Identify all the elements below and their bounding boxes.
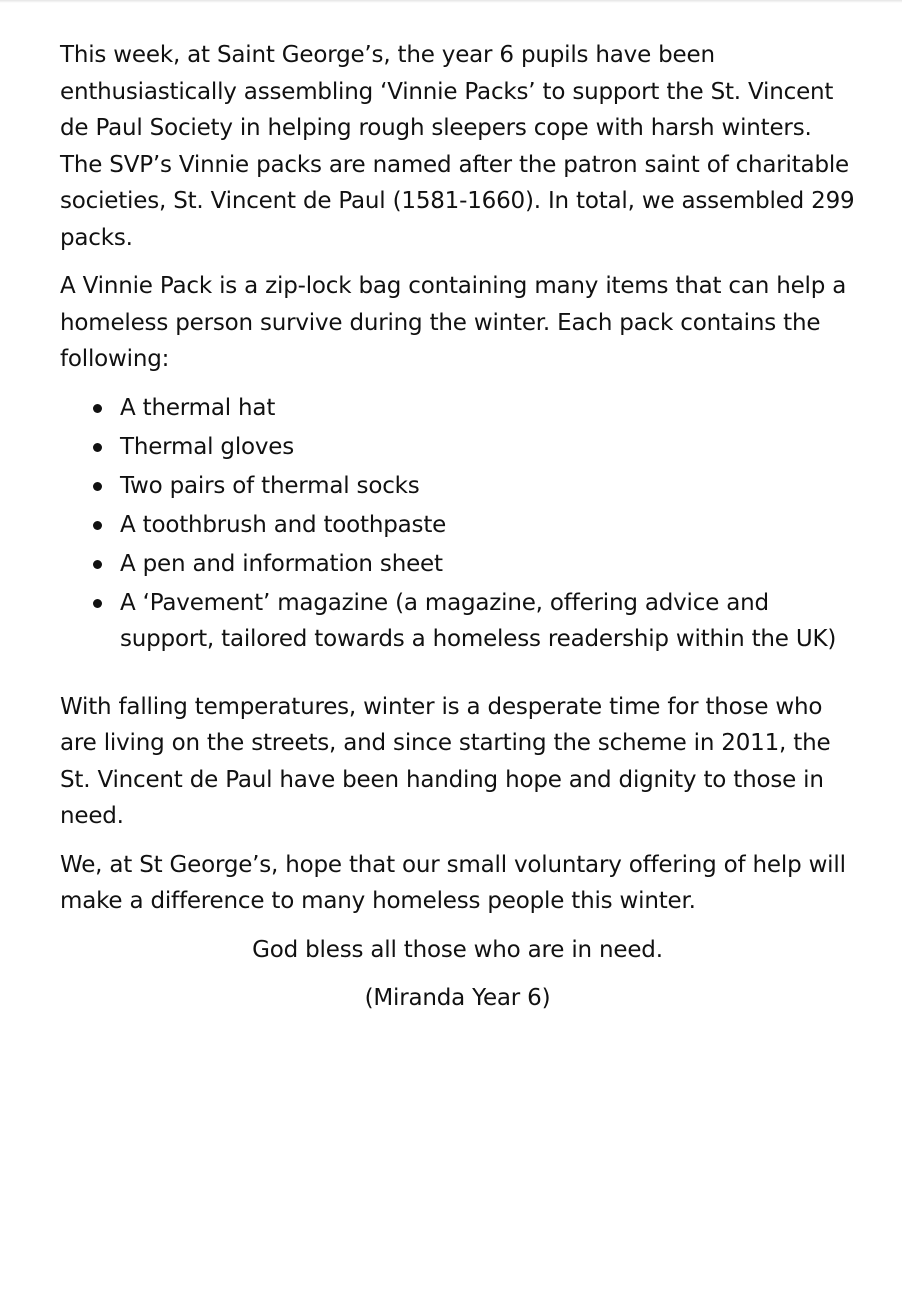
list-item <box>60 429 855 465</box>
bullet-icon <box>93 521 102 530</box>
bullet-icon <box>93 560 102 569</box>
document-body <box>60 37 855 1029</box>
bullet-icon <box>93 443 102 452</box>
bullet-icon <box>93 404 102 413</box>
list-item <box>60 468 855 504</box>
list-item <box>60 507 855 543</box>
winter-paragraph: With falling temperatures, winter is a desperate time for those who are living on the streets, and since starting the scheme in 2011, the St. Vincent de Paul have been handing hope and dignity to those in need. <box>60 693 831 829</box>
list-item <box>60 585 855 657</box>
section-spacer <box>60 660 855 689</box>
author-signature: (Miranda Year 6) <box>364 985 551 1011</box>
list-item-text: Thermal gloves <box>120 433 295 460</box>
blessing-line: God bless all those who are in need. <box>252 936 663 963</box>
list-item-text: A toothbrush and toothpaste <box>120 511 447 538</box>
list-item-text: A ‘Pavement’ magazine (a magazine, offering advice and support, tailored towards a homeless readership within the UK) <box>120 589 837 652</box>
list-item-text: A thermal hat <box>120 394 276 421</box>
bullet-icon <box>93 599 102 608</box>
hope-paragraph: We, at St George’s, hope that our small voluntary offering of help will make a difference to many homeless people this winter. <box>60 851 846 914</box>
pack-items-list <box>60 390 855 657</box>
list-item-text: Two pairs of thermal socks <box>120 472 420 499</box>
intro-paragraph: This week, at Saint George’s, the year 6 pupils have been enthusiastically assembling ‘Vinnie Packs’ to support the St. Vincent de Paul Society in helping rough sleepers cope with harsh winters. The SVP’s Vinnie packs are named after the patron saint of charitable societies, St. Vincent de Paul (1581-1660). In total, we assembled 299 packs. <box>60 42 855 251</box>
list-item <box>60 390 855 426</box>
pack-description-paragraph: A Vinnie Pack is a zip-lock bag containing many items that can help a homeless person survive during the winter. Each pack contains the following: <box>60 273 847 372</box>
bullet-icon <box>93 482 102 491</box>
list-item-text: A pen and information sheet <box>120 550 443 577</box>
page-top-edge <box>0 0 902 3</box>
list-item <box>60 546 855 582</box>
